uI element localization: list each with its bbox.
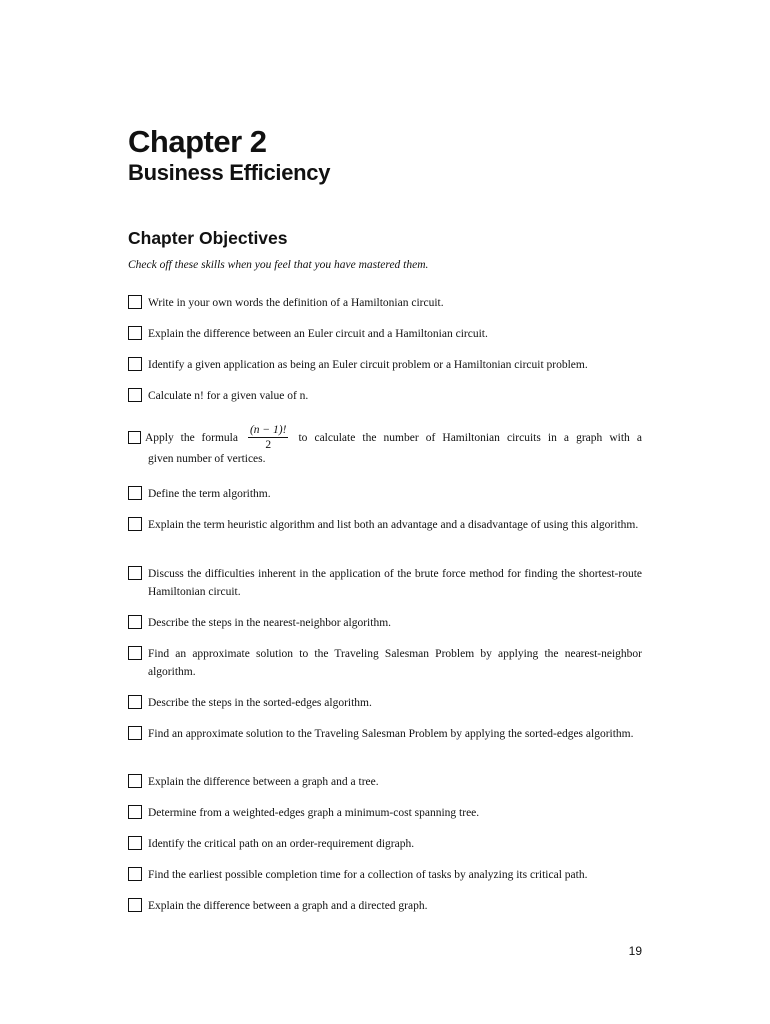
objective-item bbox=[128, 694, 642, 712]
objective-item bbox=[128, 516, 642, 534]
objective-checkbox[interactable] bbox=[128, 867, 142, 881]
objective-checkbox[interactable] bbox=[128, 295, 142, 309]
objective-item bbox=[128, 804, 642, 822]
objective-checkbox[interactable] bbox=[128, 898, 142, 912]
objectives-instructions: Check off these skills when you feel that you have mastered them. bbox=[128, 259, 429, 271]
objective-text: Determine from a weighted-edges graph a minimum-cost spanning tree. bbox=[148, 807, 480, 819]
objective-item bbox=[128, 325, 642, 343]
objective-checkbox[interactable] bbox=[128, 388, 142, 402]
objective-item bbox=[128, 485, 642, 503]
objective-checkbox[interactable] bbox=[128, 357, 142, 371]
objective-item bbox=[128, 866, 642, 884]
objective-item bbox=[128, 897, 642, 915]
objective-text: Explain the difference between a graph and a directed graph. bbox=[148, 900, 428, 912]
objective-text: Discuss the difficulties inherent in the application of the brute force method for finding the shortest-route Hamiltonian circuit. bbox=[148, 568, 642, 598]
formula-trail-text: to calculate the number of Hamiltonian circuits in a graph with a bbox=[298, 432, 642, 444]
objective-item bbox=[128, 835, 642, 853]
formula-continuation-text: given number of vertices. bbox=[148, 453, 266, 465]
objective-checkbox[interactable] bbox=[128, 517, 142, 531]
objective-text: Find an approximate solution to the Traveling Salesman Problem by applying the sorted-edges algorithm. bbox=[148, 728, 634, 740]
objective-item bbox=[128, 565, 642, 601]
objectives-heading: Chapter Objectives bbox=[128, 228, 288, 248]
objective-text: Find the earliest possible completion time for a collection of tasks by analyzing its critical path. bbox=[148, 869, 588, 881]
objective-item bbox=[128, 294, 642, 312]
objective-checkbox[interactable] bbox=[128, 774, 142, 788]
objective-item bbox=[128, 387, 642, 405]
textbook-page bbox=[128, 0, 642, 1024]
formula-numerator: (n − 1)! bbox=[249, 423, 287, 436]
formula-denominator: 2 bbox=[265, 438, 272, 451]
objective-checkbox[interactable] bbox=[128, 805, 142, 819]
objective-item bbox=[128, 645, 642, 681]
formula-lead-text: Apply the formula bbox=[145, 432, 238, 444]
objective-checkbox[interactable] bbox=[128, 486, 142, 500]
objective-text: Define the term algorithm. bbox=[148, 488, 271, 500]
objective-text: Calculate n! for a given value of n. bbox=[148, 390, 309, 402]
objective-text: Find an approximate solution to the Traveling Salesman Problem by applying the nearest-neighbor algorithm. bbox=[148, 648, 642, 678]
objective-checkbox[interactable] bbox=[128, 326, 142, 340]
objective-checkbox[interactable] bbox=[128, 646, 142, 660]
objective-item bbox=[128, 725, 642, 743]
objective-checkbox[interactable] bbox=[128, 726, 142, 740]
objective-text: Explain the difference between a graph and a tree. bbox=[148, 776, 379, 788]
formula-fraction bbox=[248, 423, 289, 452]
objective-checkbox[interactable] bbox=[128, 615, 142, 629]
objective-text: Describe the steps in the nearest-neighbor algorithm. bbox=[148, 617, 392, 629]
chapter-title: Chapter 2 bbox=[128, 124, 267, 159]
objective-text: Explain the difference between an Euler circuit and a Hamiltonian circuit. bbox=[148, 328, 488, 340]
objective-text: Write in your own words the definition of a Hamiltonian circuit. bbox=[148, 297, 444, 309]
objective-checkbox[interactable] bbox=[128, 695, 142, 709]
objective-text: Describe the steps in the sorted-edges algorithm. bbox=[148, 697, 372, 709]
objective-item bbox=[128, 614, 642, 632]
objective-checkbox[interactable] bbox=[128, 566, 142, 580]
objective-item bbox=[128, 356, 642, 374]
objective-checkbox[interactable] bbox=[128, 836, 142, 850]
objective-item bbox=[128, 773, 642, 791]
objective-text: Identify the critical path on an order-requirement digraph. bbox=[148, 838, 415, 850]
page-number: 19 bbox=[628, 944, 642, 958]
chapter-subtitle: Business Efficiency bbox=[128, 160, 331, 185]
objective-text: Explain the term heuristic algorithm and list both an advantage and a disadvantage of using this algorithm. bbox=[148, 519, 639, 531]
objective-checkbox[interactable] bbox=[128, 431, 141, 444]
objective-text: Identify a given application as being an Euler circuit problem or a Hamiltonian circuit problem. bbox=[148, 359, 588, 371]
